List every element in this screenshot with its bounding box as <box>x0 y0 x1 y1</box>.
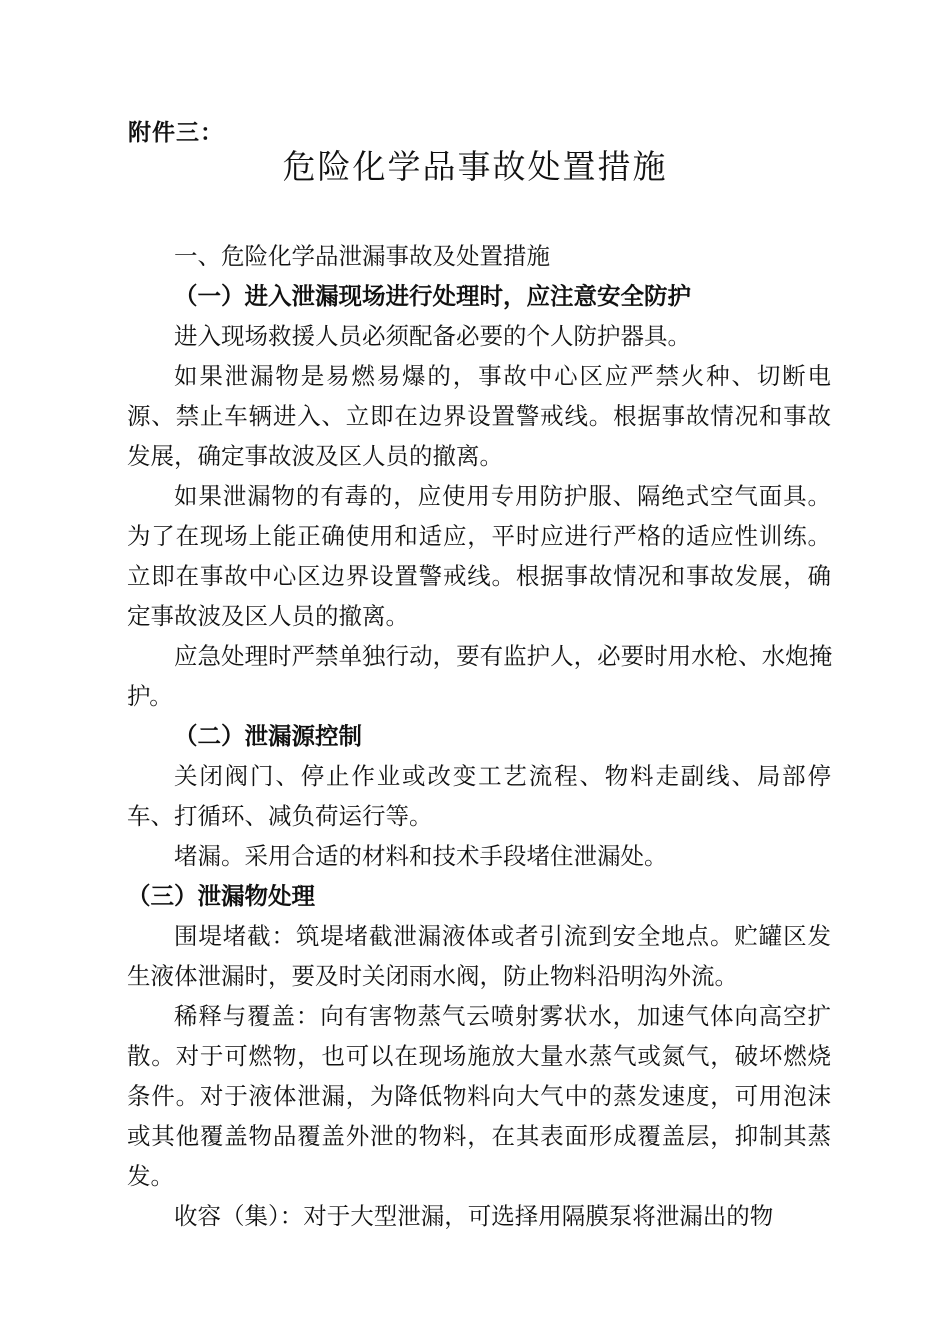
section-heading: 一、危险化学品泄漏事故及处置措施 <box>174 242 550 270</box>
body-paragraph: 稀释与覆盖：向有害物蒸气云喷射雾状水，加速气体向高空扩散。对于可燃物，也可以在现场施放大量水蒸气或氮气，破坏燃烧条件。对于液体泄漏，为降低物料向大气中的蒸发速度，可用泡沫或其他覆盖物品覆盖外泄的物料，在其表面形成覆盖层，抑制其蒸发。 <box>127 1002 831 1190</box>
body-paragraph: 进入现场救援人员必须配备必要的个人防护器具。 <box>174 322 691 350</box>
document-body <box>127 236 831 1236</box>
body-paragraph: 如果泄漏物的有毒的，应使用专用防护服、隔绝式空气面具。为了在现场上能正确使用和适应，平时应进行严格的适应性训练。立即在事故中心区边界设置警戒线。根据事故情况和事故发展，确定事故波及区人员的撤离。 <box>127 482 831 630</box>
document-title: 危险化学品事故处置措施 <box>282 147 668 186</box>
body-paragraph: 围堤堵截：筑堤堵截泄漏液体或者引流到安全地点。贮罐区发生液体泄漏时，要及时关闭雨水阀，防止物料沿明沟外流。 <box>127 922 831 990</box>
body-paragraph: 堵漏。采用合适的材料和技术手段堵住泄漏处。 <box>174 842 668 870</box>
attachment-label: 附件三： <box>128 120 224 146</box>
body-paragraph: 收容（集）：对于大型泄漏，可选择用隔膜泵将泄漏出的物 <box>174 1202 774 1230</box>
subsection-heading: （一）进入泄漏现场进行处理时，应注意安全防护 <box>174 282 691 310</box>
body-paragraph: 应急处理时严禁单独行动，要有监护人，必要时用水枪、水炮掩护。 <box>127 642 831 710</box>
subsection-heading: （二）泄漏源控制 <box>174 722 362 750</box>
body-paragraph: 关闭阀门、停止作业或改变工艺流程、物料走副线、局部停车、打循环、减负荷运行等。 <box>127 762 831 830</box>
body-paragraph: 如果泄漏物是易燃易爆的，事故中心区应严禁火种、切断电源、禁止车辆进入、立即在边界设置警戒线。根据事故情况和事故发展，确定事故波及区人员的撤离。 <box>127 362 831 470</box>
subsection-heading: （三）泄漏物处理 <box>127 882 315 910</box>
